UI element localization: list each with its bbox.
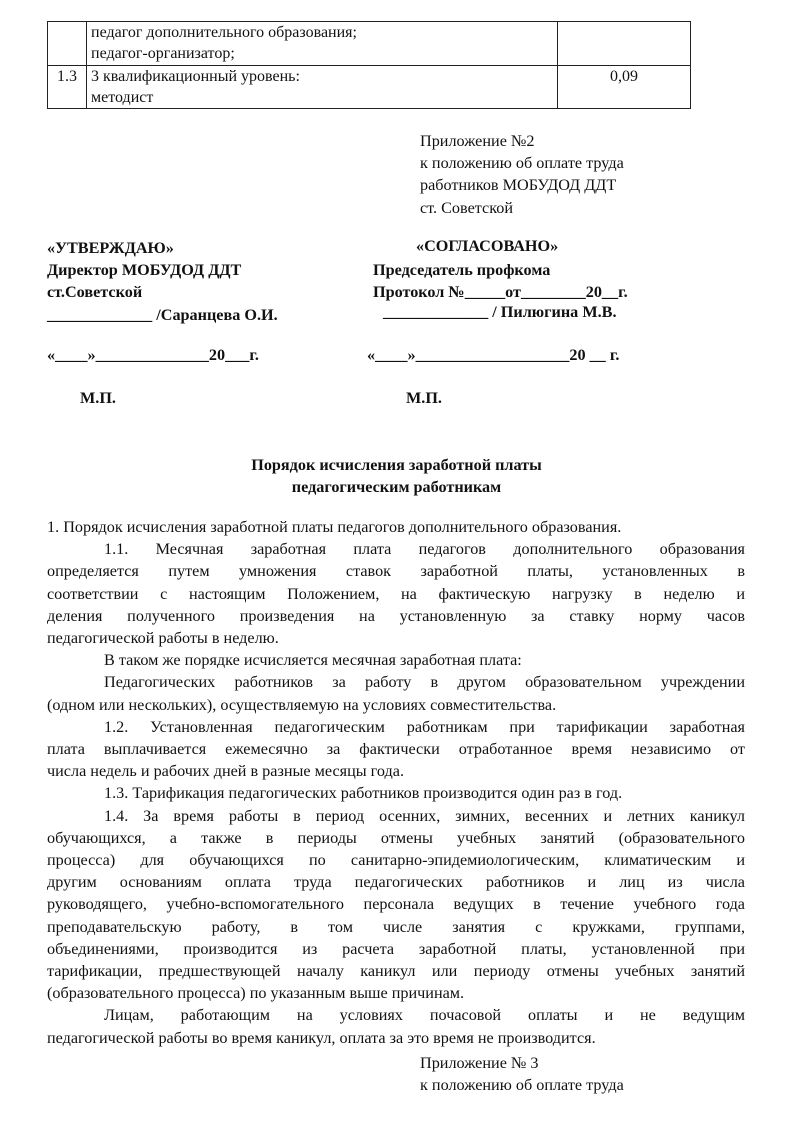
appendix-3-header (420, 1052, 624, 1096)
approve-heading: «УТВЕРЖДАЮ» (47, 239, 174, 257)
row-description-line: методист (91, 89, 154, 106)
row-description-cell (87, 22, 558, 66)
paragraph-line: плата выплачивается ежемесячно за фактически отработанное время независимо от (47, 740, 745, 759)
agreed-signature: _____________ / Пилюгина М.В. (383, 303, 617, 321)
document-title-line: Порядок исчисления заработной платы (251, 456, 542, 474)
paragraph-line: обучающихся, а также в периоды отмены учебных занятий (образовательного (47, 828, 745, 847)
approve-date: «____»______________20___г. (47, 346, 259, 364)
approve-position: Директор МОБУДОД ДДТ (47, 261, 242, 280)
paragraph-line: Лицам, работающим на условиях почасовой оплаты и не ведущим (104, 1006, 745, 1025)
paragraph-line: определяется путем умножения ставок заработной платы, установленных в (47, 562, 745, 581)
paragraph-line: (образовательного процесса) по указанным выше причинам. (47, 984, 465, 1003)
paragraph-line: тарификации, предшествующей началу каникул или периоду отмены учебных занятий (47, 962, 745, 981)
agreed-protocol: Протокол №_____от________20__г. (373, 283, 628, 302)
paragraph-line: 1.2. Установленная педагогическим работникам при тарификации заработная (104, 717, 745, 736)
paragraph-line: Педагогических работников за работу в другом образовательном учреждении (104, 673, 745, 692)
document-body (47, 516, 745, 1049)
appendix-2-line: ст. Советской (420, 198, 514, 217)
approve-signature: _____________ /Саранцева О.И. (47, 305, 278, 324)
approve-block (47, 237, 278, 326)
row-value-cell (558, 22, 691, 66)
paragraph-line: объединениями, производится из расчета заработной платы, установленной при (47, 939, 745, 958)
paragraph-line: соответствии с настоящим Положением, на фактическую нагрузку в неделю и (47, 584, 745, 603)
agreed-position: Председатель профкома (373, 261, 551, 279)
appendix-2-header (420, 130, 624, 219)
row-description-line: педагог-организатор; (91, 45, 235, 62)
row-number-cell: 1.3 (48, 66, 87, 109)
appendix-2-title: Приложение №2 (420, 132, 535, 150)
paragraph-line: 1.3. Тарификация педагогических работников производится один раз в год. (104, 784, 623, 803)
row-description-line: педагог дополнительного образования; (91, 24, 357, 41)
paragraph-line: преподавательскую работу, в том числе занятия с кружками, группами, (47, 917, 745, 936)
paragraph-line: педагогической работы во время каникул, оплата за это время не производится. (47, 1028, 596, 1047)
row-value-cell: 0,09 (558, 66, 691, 109)
approve-location: ст.Советской (47, 283, 143, 302)
appendix-3-line: к положению об оплате труда (420, 1076, 624, 1095)
paragraph-line: педагогической работы в неделю. (47, 629, 279, 648)
appendix-2-line: к положению об оплате труда (420, 154, 624, 173)
paragraph-line: деления полученного произведения на установленную за ставку норму часов (47, 606, 745, 625)
row-description-line: 3 квалификационный уровень: (91, 68, 300, 85)
paragraph-line: 1.1. Месячная заработная плата педагогов дополнительного образования (104, 540, 745, 559)
paragraph-line: числа недель и рабочих дней в разные месяцы года. (47, 762, 405, 781)
paragraph-line: 1.4. За время работы в период осенних, зимних, весенних и летних каникул (104, 806, 745, 825)
paragraph-line: (одном или нескольких), осуществляемую на условиях совместительства. (47, 695, 557, 714)
approve-stamp: М.П. (80, 389, 116, 407)
agreed-heading: «СОГЛАСОВАНО» (416, 237, 559, 255)
paragraph-line: руководящего, учебно-вспомогательного персонала ведущих в течение учебного года (47, 895, 745, 914)
table-row (48, 22, 691, 66)
paragraph-line: другим основаниям оплата труда педагогических работников и лиц из числа (47, 873, 745, 892)
document-title-line: педагогическим работникам (291, 478, 502, 497)
paragraph-line: В таком же порядке исчисляется месячная заработная плата: (104, 651, 522, 670)
row-number-cell (48, 22, 87, 66)
agreed-block (373, 259, 628, 303)
agreed-stamp: М.П. (406, 389, 442, 407)
appendix-3-title: Приложение № 3 (420, 1054, 539, 1072)
section-heading: 1. Порядок исчисления заработной платы педагогов дополнительного образования. (47, 518, 622, 536)
table-row (48, 66, 691, 109)
row-description-cell (87, 66, 558, 109)
agreed-date: «____»___________________20 __ г. (367, 346, 620, 364)
qualification-table (47, 21, 691, 109)
document-title (0, 454, 793, 498)
paragraph-line: процесса) для обучающихся по санитарно-эпидемиологическим, климатическим и (47, 851, 745, 870)
appendix-2-line: работников МОБУДОД ДДТ (420, 176, 617, 195)
